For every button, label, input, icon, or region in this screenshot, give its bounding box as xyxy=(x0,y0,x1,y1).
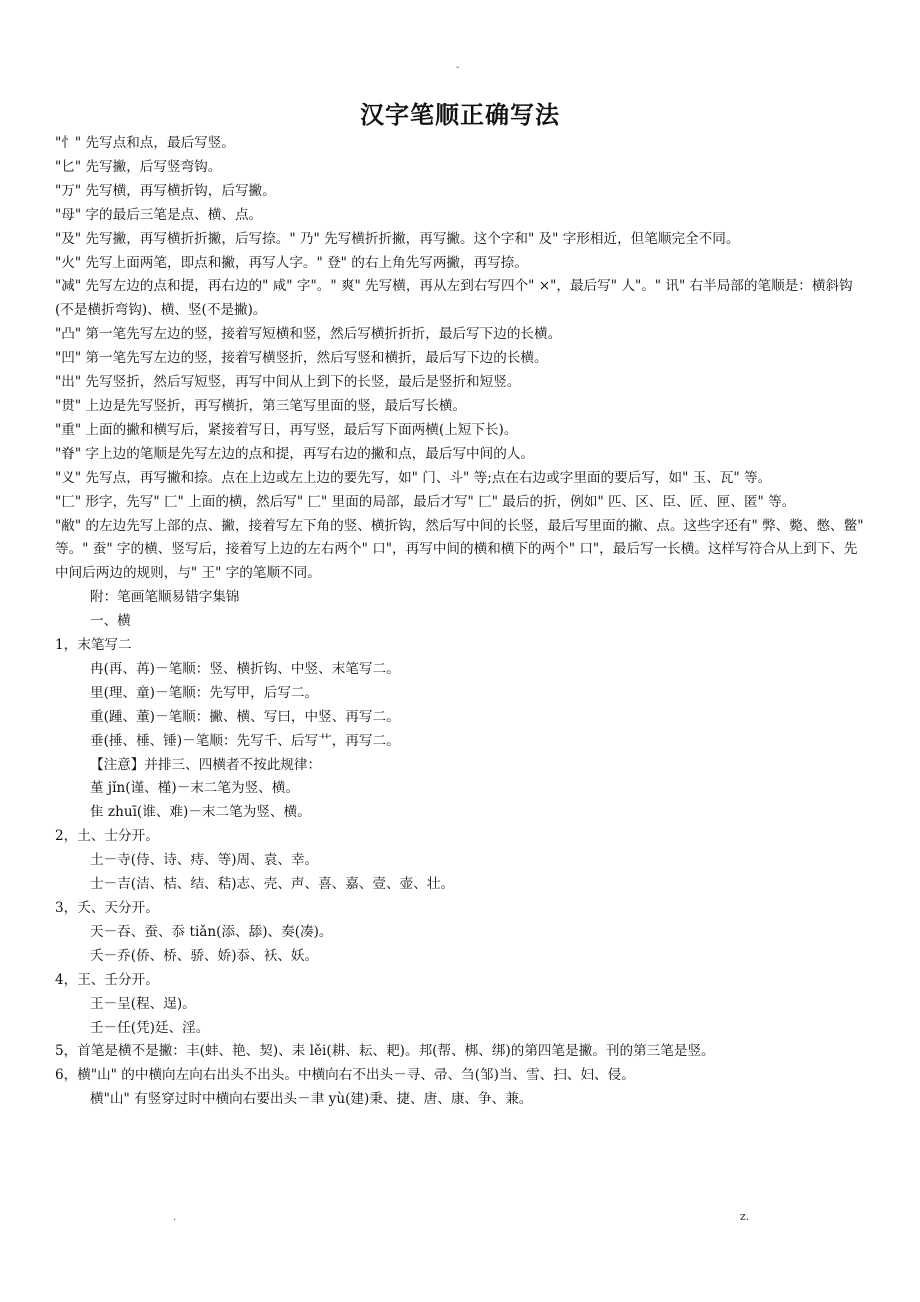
text-line: 士－吉(洁、桔、结、秸)志、壳、声、喜、嘉、壹、壶、壮。 xyxy=(90,876,455,893)
text-line: "减" 先写左边的点和提，再右边的" 咸" 字"。" 爽" 先写横，再从左到右写四个" ×"，最后写" 人"。" 讯" 右半局部的笔顺是：横斜钩(不是横折弯钩)、横、竖(不是撇)。 xyxy=(55,278,853,319)
text-line: 1，末笔写二 xyxy=(55,637,132,654)
text-line: "敝" 的左边先写上部的点、撇，接着写左下角的竖、横折钩，然后写中间的长竖，最后写里面的撇、点。这些字还有" 弊、斃、憋、鳖" 等。" 蚕" 字的横、竖写后，接着写上边的左右两个" 口"，再写中间的横和横下的两个" 口"，最后写一长横。这样写符合从上到下、先中间后两边的规则，与" 王" 字的笔顺不同。 xyxy=(55,517,864,582)
text-line: "匕" 先写撇，后写竖弯钩。 xyxy=(55,158,222,175)
footer-right-mark: z. xyxy=(740,1210,750,1223)
text-line: "母" 字的最后三笔是点、横、点。 xyxy=(55,206,263,223)
text-line: 王－呈(程、逞)。 xyxy=(90,995,196,1012)
text-line: 4，王、壬分开。 xyxy=(55,971,159,988)
text-line: 堇 jǐn(谨、槿)－末二笔为竖、横。 xyxy=(90,780,299,797)
text-line: 一、横 xyxy=(90,613,131,630)
text-line: 3，夭、天分开。 xyxy=(55,900,159,916)
text-line: 隹 zhuī(谁、难)－末二笔为竖、横。 xyxy=(90,804,311,821)
text-line: "凹" 第一笔先写左边的竖，接着写横竖折，然后写竖和横折，最后写下边的长横。 xyxy=(55,350,548,367)
footer-left-mark: . xyxy=(173,1212,177,1223)
text-line: 冉(再、苒)－笔顺：竖、横折钩、中竖、末笔写二。 xyxy=(90,660,400,677)
text-line: "脊" 字上边的笔顺是先写左边的点和提，再写右边的撇和点，最后写中间的人。 xyxy=(55,445,535,462)
text-line: 天－吞、蚕、忝 tiǎn(添、舔)、奏(凑)。 xyxy=(90,923,333,940)
document-body xyxy=(55,132,870,1112)
text-line: "忄" 先写点和点，最后写竖。 xyxy=(55,135,235,151)
text-line: "出" 先写竖折，然后写短竖，再写中间从上到下的长竖，最后是竖折和短竖。 xyxy=(55,374,521,391)
text-line: 横"山" 有竖穿过时中横向右要出头－聿 yù(建)秉、捷、唐、康、争、兼。 xyxy=(90,1091,533,1108)
text-line: "凸" 第一笔先写左边的竖，接着写短横和竖，然后写横折折折，最后写下边的长横。 xyxy=(55,326,562,343)
text-line: 里(理、童)－笔顺：先写甲，后写二。 xyxy=(90,684,319,701)
page-title: 汉字笔顺正确写法 xyxy=(360,100,560,129)
text-line: 附：笔画笔顺易错字集锦 xyxy=(90,589,240,606)
text-line: 土－寺(侍、诗、痔、等)周、袁、幸。 xyxy=(90,852,319,869)
text-line: 2，土、士分开。 xyxy=(55,828,159,845)
text-line: 6，横"山" 的中横向左向右出头不出头。中横向右不出头－寻、帚、刍(邹)当、雪、扫、妇、侵。 xyxy=(55,1067,635,1084)
header-mark: - xyxy=(456,62,460,73)
text-line: "重" 上面的撇和横写后，紧接着写日，再写竖，最后写下面两横(上短下长)。 xyxy=(55,421,518,438)
text-line: "及" 先写撇，再写横折折撇，后写捺。" 乃" 先写横折折撇，再写撇。这个字和" 及" 字形相近，但笔顺完全不同。 xyxy=(55,230,740,247)
text-line: 垂(捶、棰、锤)－笔顺：先写千、后写艹，再写二。 xyxy=(90,732,400,749)
text-line: "万" 先写横，再写横折钩，后写撇。 xyxy=(55,182,276,199)
text-line: "义" 先写点，再写撇和捺。点在上边或左上边的要先写，如" 门、斗" 等;点在右边或字里面的要后写，如" 玉、瓦" 等。 xyxy=(55,469,772,486)
text-line: 【注意】并排三、四横者不按此规律： xyxy=(90,756,322,773)
text-line: 夭－乔(侨、桥、骄、娇)忝、袄、妖。 xyxy=(90,947,319,964)
text-line: "火" 先写上面两笔，即点和撇，再写人字。" 登" 的右上角先写两撇，再写捺。 xyxy=(55,254,528,271)
text-line: 5，首笔是横不是撇：丰(蚌、艳、契)、耒 lěi(耕、耘、耙)。邦(帮、梆、绑)的第四笔是撇。刊的第三笔是竖。 xyxy=(55,1043,715,1060)
text-line: "匚" 形字，先写" 匚" 上面的横，然后写" 匚" 里面的局部，最后才写" 匚" 最后的折，例如" 匹、区、臣、匠、匣、匿" 等。 xyxy=(55,493,796,510)
text-line: 重(踵、董)－笔顺：撇、横、写曰，中竖、再写二。 xyxy=(90,708,400,725)
text-line: 壬－任(凭)廷、淫。 xyxy=(90,1019,210,1036)
text-line: "贯" 上边是先写竖折，再写横折，第三笔写里面的竖，最后写长横。 xyxy=(55,397,467,414)
